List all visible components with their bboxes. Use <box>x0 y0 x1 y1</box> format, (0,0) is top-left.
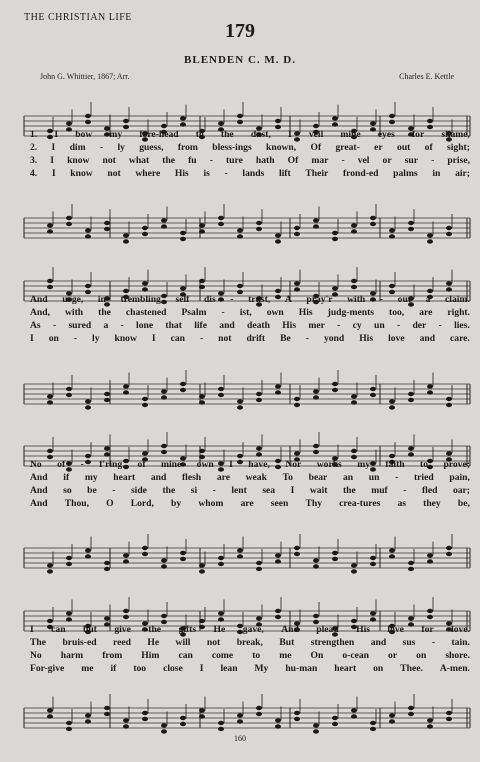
tune-name: BLENDEN C. M. D. <box>184 54 296 66</box>
lyric-line: The bruis-ed reed He will not break, But strengthen and sus - tain. <box>30 637 470 648</box>
lyrics-system-1 <box>30 128 470 180</box>
lyric-line: I on - ly know I can - not drift Be - yond His love and care. <box>30 333 470 344</box>
running-head: THE CHRISTIAN LIFE <box>24 12 132 23</box>
lyric-line: And if my heart and flesh are weak To bear an un - tried pain, <box>30 472 470 483</box>
composer-credit: Charles E. Kettle <box>399 72 454 81</box>
lyric-line: And Thou, O Lord, by whom are seen Thy crea-tures as they be, <box>30 498 470 509</box>
lyric-line: 1. I bow my fore-head to the dust, I veil mine eyes for shame, <box>30 129 470 140</box>
lyrics-system-4 <box>30 623 470 675</box>
lyric-line: 2. I dim - ly guess, from bless-ings known, Of great- er out of sight; <box>30 142 470 153</box>
hymn-number: 179 <box>225 20 255 42</box>
lyric-line: I can but give the gifts He gave, And plead His love for love. <box>30 624 470 635</box>
lyric-line: No harm from Him can come to me On o-cean or on shore. <box>30 650 470 661</box>
lyric-line: And urge, in trembling self dis - trust, A pray'r with - out a claim. <box>30 294 470 305</box>
lyric-line: For-give me if too close I lean My hu-man heart on Thee. A-men. <box>30 663 470 674</box>
bass-staff <box>0 682 480 762</box>
lyrics-system-2 <box>30 293 470 345</box>
lyric-line: 3. I know not what the fu - ture hath Of mar - vel or sur - prise, <box>30 155 470 166</box>
lyric-line: 4. I know not where His is - lands lift Their frond-ed palms in air; <box>30 168 470 179</box>
page-number: 160 <box>234 734 246 743</box>
lyric-line: And so be - side the si - lent sea I wait the muf - fled oar; <box>30 485 470 496</box>
lyric-line: No of - f'ring of mine own I have, Nor works my faith to prove; <box>30 459 470 470</box>
lyrics-system-3 <box>30 458 470 510</box>
author-credit: John G. Whittier, 1867; Arr. <box>40 72 130 81</box>
lyric-line: As - sured a - lone that life and death His mer - cy un - der - lies. <box>30 320 470 331</box>
lyric-line: And, with the chastened Psalm - ist, own His judg-ments too, are right. <box>30 307 470 318</box>
